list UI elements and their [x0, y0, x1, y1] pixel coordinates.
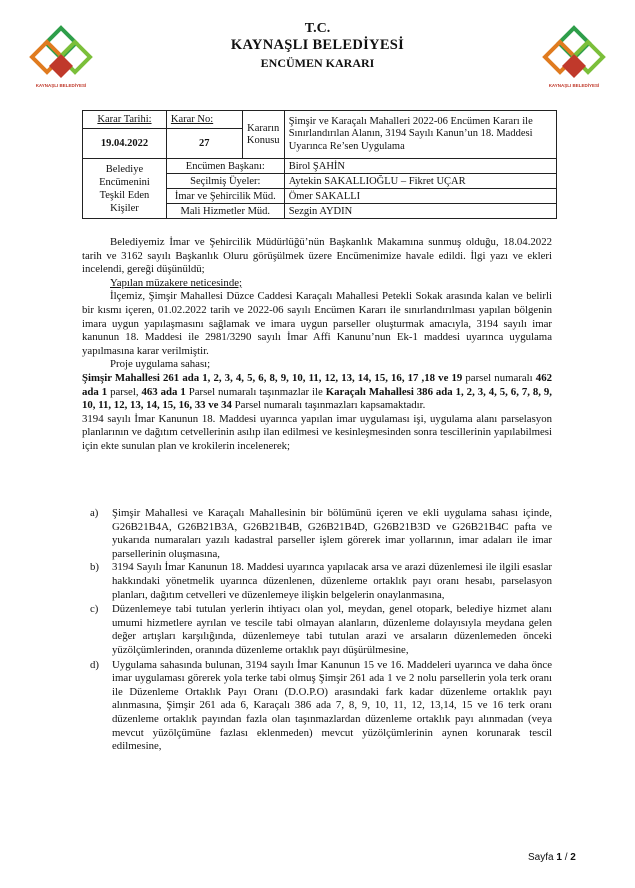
- list-item: [82, 561, 552, 602]
- decision-subject: Şimşir ve Karaçalı Mahalleri 2022-06 Encümen Kararı ile Sınırlandırılan Alanın, 3194 Sayılı Kanun’un 18. Maddesi Uyarınca Re’sen Uygulama: [284, 111, 556, 159]
- header-municipality: KAYNAŞLI BELEDİYESİ: [230, 37, 405, 53]
- decision-items-list: [82, 507, 552, 755]
- header-country: T.C.: [304, 21, 331, 36]
- paragraph-project-area-heading: Proje uygulama sahası;: [110, 358, 211, 371]
- list-item: [82, 507, 552, 561]
- paragraph-decision: İlçemiz, Şimşir Mahallesi Düzce Caddesi Karaçalı Mahallesi Petekli Sokak arasında kalan ve belirli bir kısmı içeren, 01.02.2022 tarih ve 2022-06 sayılı Encümen Kararı ile sınırlandırılması yapılan bölgenin imara uygun yapılaşmasını sağlamak ve imara uygun parseller oluşturmak amacıyla, 3194 sayılı imar kanunun 18. Maddesi ile 2981/3290 sayılı İmar Affi Kanunu’nun Ek-1 maddesi uyarınca uygulama yapılmasına karar verilmiştir.: [82, 290, 552, 357]
- list-item-marker: b): [90, 561, 99, 574]
- council-member-name: Birol ŞAHİN: [284, 159, 556, 174]
- paragraph-intro: Belediyemiz İmar ve Şehircilik Müdürlüğü’nün Başkanlık Makamına sunmuş olduğu, 18.04.2022 tarih ve 3162 sayılı Başkanlık Oluru görüşülmek üzere Encümenimize havale edildi. İlgi yazı ve ekleri incelendi, gereği düşünüldü;: [82, 236, 552, 276]
- decision-subject-label: [242, 111, 284, 159]
- list-item-text: Şimşir Mahallesi ve Karaçalı Mahallesinin bir bölümünü içeren ve ekli uygulama sahası içinde, G26B21B4A, G26B21B3A, G26B21B4B, G26B21B4D, G26B21B3D ve G26B21B4C pafta ve yukarıda numaraları yazılı kadastral parseller işlem görerek imar yollarının, imar adaları ile imar parsellerinin oluşmasına,: [112, 507, 552, 560]
- list-item-text: 3194 Sayılı İmar Kanunun 18. Maddesi uyarınca yapılacak arsa ve arazi düzenlemesi ile ilgili esaslar hakkındaki yönetmelik uyarınca düzenlenen, düzenleme ortaklık payı oranı hesabı, parselasyon planları, dağıtım cetvelleri ve düzenlemeye ilişkin belgelerin onaylanmasına,: [112, 561, 552, 601]
- parcels-text: parsel numaralı: [462, 371, 536, 384]
- list-item-text: Düzenlemeye tabi tutulan yerlerin ihtiyacı olan yol, meydan, genel otopark, belediye hizmet alanı umumi hizmetlere ayrılan ve tescile tabi olmayan alanların, düzenleme dolayısıyla meydana gelen değer artışları karşılığında, düzenlemeye tabi tutulan arazi ve arsaların düzenlemeden önceki yüzölçümlerinden, oranında düzenleme ortaklık payı düşürülmesine,: [112, 603, 552, 656]
- page-total: 2: [570, 852, 576, 863]
- list-item-marker: a): [90, 507, 99, 519]
- subject-label-line1: Kararın: [247, 122, 280, 134]
- council-role: Mali Hizmetler Müd.: [166, 204, 284, 219]
- list-item-text: Uygulama sahasında bulunan, 3194 sayılı İmar Kanunun 15 ve 16. Maddeleri uyarınca ve daha önce imar uygulaması görerek yola terke tabi olmuş Şimşir 261 ada 1 ve 2 nolu parsellerin yola terk oranı ile Düzenleme Ortaklık Payı Oranı (D.O.P.O) arasındaki fark kadar düzenleme ortaklık payı alınmasına, Şimşir 261 ada 6, Karaçalı 386 ada 7, 8, 9, 10, 11, 12, 13,14, 15 ve 16 terk oranı düzenleme ortaklık payından fazla olan taşınmazlardan düzenleme ortaklık payı alınmadan (veya mevcut yüzölçümüne fazlası eklenmeden) mevcut yüzölçümlerinin aynen korunarak tescil edilmesine,: [112, 658, 552, 753]
- logo-caption: KAYNAŞLI BELEDİYESİ: [548, 83, 600, 88]
- page-separator: /: [561, 852, 571, 863]
- logo-caption: KAYNAŞLI BELEDİYESİ: [35, 83, 87, 88]
- parcels-text: Parsel numaralı taşınmazlar ile: [185, 385, 326, 398]
- list-item-marker: d): [90, 658, 99, 671]
- parcels-text: Parsel numaralı taşınmazları kapsamaktadır.: [231, 399, 426, 412]
- page-label: Sayfa: [528, 852, 557, 863]
- paragraph-deliberation: Yapılan müzakere neticesinde;: [110, 276, 243, 289]
- parcels-simsir: Şimşir Mahallesi 261 ada 1, 2, 3, 4, 5, 6, 8, 9, 10, 11, 12, 13, 14, 15, 16, 17 ,18 ve 19: [82, 371, 463, 384]
- list-item-marker: c): [90, 603, 99, 616]
- council-member-name: Sezgin AYDIN: [284, 204, 556, 219]
- list-item: [82, 603, 552, 657]
- parcels-karacali: Karaçalı Mahallesi 386 ada 1, 2, 3, 4, 5, 6, 7, 8, 9, 10, 11, 12, 13, 14, 15, 16, 33 ve 34: [82, 385, 552, 412]
- parcels-text: parsel,: [107, 385, 142, 398]
- decision-date-label: Karar Tarihi:: [83, 111, 167, 129]
- decision-meta-table: [82, 110, 557, 219]
- decision-date-value: 19.04.2022: [83, 129, 167, 159]
- council-role: Seçilmiş Üyeler:: [166, 174, 284, 189]
- parcels-462: 462 ada 1: [82, 371, 552, 398]
- council-role: Encümen Başkanı:: [166, 159, 284, 174]
- decision-no-value: 27: [166, 129, 242, 159]
- list-item: [82, 659, 552, 754]
- decision-no-label: Karar No:: [166, 111, 242, 129]
- decision-body: [82, 236, 552, 454]
- page-current: 1: [556, 852, 562, 863]
- paragraph-parcels: [82, 372, 552, 413]
- paragraph-implementation: 3194 sayılı İmar Kanunun 18. Maddesi uyarınca yapılan imar uygulaması işi, uygulama alanı parselasyon planlarının ve dağıtım cetvellerinin asılıp ilan edilmesi ve kesinleşmesinden sonra tescillerinin yapılabilmesi için ekte sunulan plan ve krokilerin incelenerek;: [82, 412, 552, 452]
- page-number: [528, 852, 576, 863]
- subject-label-line2: Konusu: [246, 134, 280, 146]
- council-formation-label: Belediye Encümenini Teşkil Eden Kişiler: [83, 159, 167, 219]
- council-role: İmar ve Şehircilik Müd.: [166, 189, 284, 204]
- council-member-name: Aytekin SAKALLIOĞLU – Fikret UÇAR: [284, 174, 556, 189]
- header-document-type: ENCÜMEN KARARI: [260, 56, 375, 70]
- council-member-name: Ömer SAKALLI: [284, 189, 556, 204]
- parcels-463: 463 ada 1: [141, 385, 186, 398]
